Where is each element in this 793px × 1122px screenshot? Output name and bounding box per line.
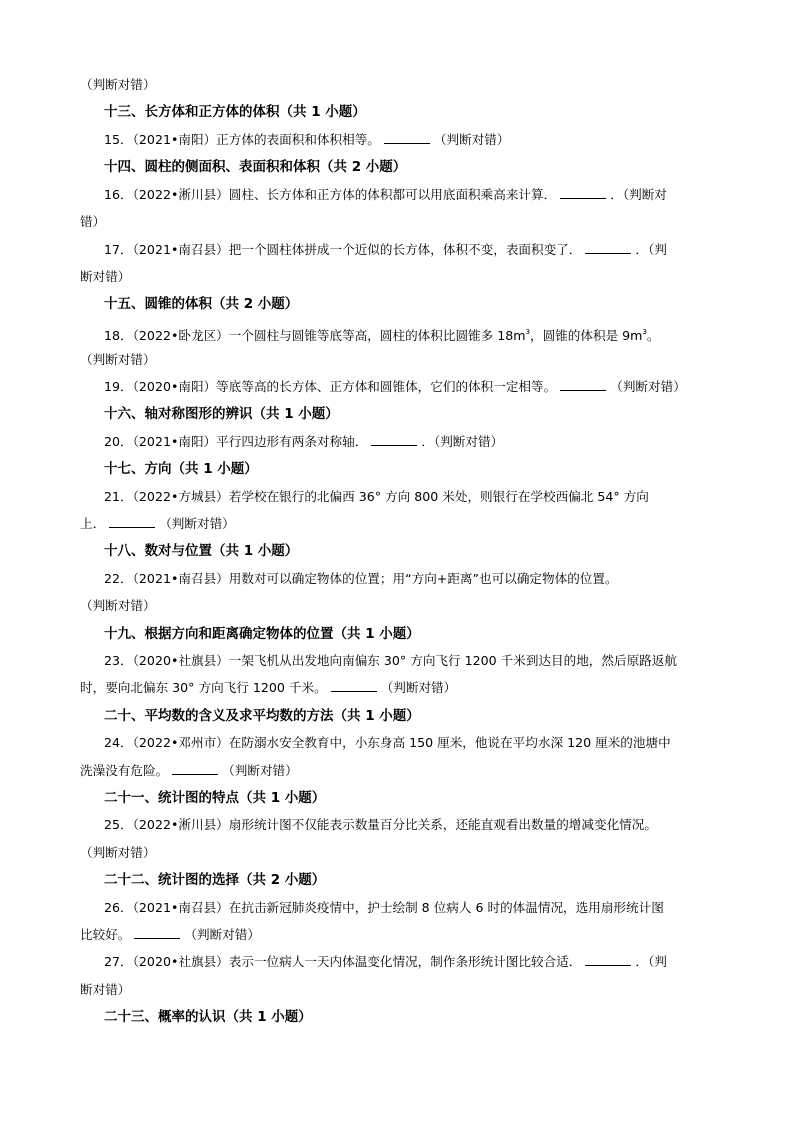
answer-blank[interactable]: [384, 130, 430, 144]
text-line: 断对错）: [80, 982, 131, 997]
question-text: 时，要向北偏东 30° 方向飞行 1200 千米。: [80, 680, 327, 695]
question-17: [104, 240, 667, 260]
question-text: 比较好。: [80, 927, 131, 942]
answer-blank[interactable]: [585, 240, 631, 254]
question-27: [104, 952, 667, 972]
section-heading: 十四、圆柱的侧面积、表面积和体积（共 2 小题）: [104, 159, 407, 175]
answer-blank[interactable]: [109, 514, 155, 528]
question-26-continued: [80, 925, 260, 945]
question-23-continued: [80, 678, 456, 698]
question-18: [104, 322, 660, 342]
section-heading: 十九、根据方向和距离确定物体的位置（共 1 小题）: [104, 626, 420, 642]
superscript: 3: [525, 328, 530, 336]
question-text: 18．（2022•卧龙区）一个圆柱与圆锥等底等高，圆柱的体积比圆锥多 18m: [104, 328, 526, 343]
question-22: 22．（2021•南召县）用数对可以确定物体的位置；用“方向+距离”也可以确定物体的位置。: [104, 571, 618, 586]
question-suffix: ．（判断对错）: [421, 434, 504, 449]
section-heading: 十三、长方体和正方体的体积（共 1 小题）: [104, 104, 366, 120]
question-suffix: （判断对错）: [380, 680, 457, 695]
question-25: 25．（2022•淅川县）扇形统计图不仅能表示数量百分比关系，还能直观看出数量的增减变化情况。: [104, 817, 657, 832]
text-line: 断对错）: [80, 269, 131, 284]
question-24: 24．（2022•邓州市）在防溺水安全教育中，小东身高 150 厘米，他说在平均水深 120 厘米的池塘中: [104, 735, 671, 750]
answer-blank[interactable]: [585, 952, 631, 966]
question-text: 。: [646, 328, 660, 343]
question-text: 19．（2020•南阳）等底等高的长方体、正方体和圆锥体，它们的体积一定相等。: [104, 379, 557, 394]
question-16: [104, 185, 667, 205]
question-text: 16．（2022•淅川县）圆柱、长方体和正方体的体积都可以用底面积乘高来计算．: [104, 187, 557, 202]
superscript: 3: [642, 328, 647, 336]
question-20: [104, 432, 503, 452]
question-text: 17．（2021•南召县）把一个圆柱体拼成一个近似的长方体，体积不变，表面积变了．: [104, 242, 582, 257]
question-suffix: ．（判断对: [610, 187, 667, 202]
question-26: 26．（2021•南召县）在抗击新冠肺炎疫情中，护士绘制 8 位病人 6 时的体温情况，选用扇形统计图: [104, 900, 664, 915]
question-text: 20．（2021•南阳）平行四边形有两条对称轴．: [104, 434, 368, 449]
question-19: [104, 377, 686, 397]
section-heading: 二十、平均数的含义及求平均数的方法（共 1 小题）: [104, 708, 420, 724]
section-heading: 十五、圆锥的体积（共 2 小题）: [104, 296, 299, 312]
text-line: （判断对错）: [80, 352, 156, 367]
section-heading: 二十三、概率的认识（共 1 小题）: [104, 1009, 312, 1025]
question-suffix: （判断对错）: [159, 516, 235, 531]
answer-blank[interactable]: [371, 432, 417, 446]
text-line: （判断对错）: [80, 845, 156, 860]
question-text: ，圆锥的体积是 9m: [530, 328, 643, 343]
question-suffix: ．（判: [635, 954, 667, 969]
text-line: （判断对错）: [80, 77, 156, 92]
answer-blank[interactable]: [331, 678, 377, 692]
section-heading: 十七、方向（共 1 小题）: [104, 461, 258, 477]
text-line: （判断对错）: [80, 598, 156, 613]
question-text: 27．（2020•社旗县）表示一位病人一天内体温变化情况，制作条形统计图比较合适．: [104, 954, 582, 969]
section-heading: 十八、数对与位置（共 1 小题）: [104, 543, 299, 559]
section-heading: 二十二、统计图的选择（共 2 小题）: [104, 872, 326, 888]
answer-blank[interactable]: [560, 377, 606, 391]
question-15: [104, 130, 509, 150]
question-21-continued: [80, 514, 235, 534]
question-23: 23．（2020•社旗县）一架飞机从出发地向南偏东 30° 方向飞行 1200 千米到达目的地，然后原路返航: [104, 653, 677, 668]
section-heading: 二十一、统计图的特点（共 1 小题）: [104, 790, 326, 806]
question-suffix: （判断对错）: [433, 132, 510, 147]
question-suffix: （判断对错）: [610, 379, 686, 394]
question-21: 21．（2022•方城县）若学校在银行的北偏西 36° 方向 800 米处，则银行在学校西偏北 54° 方向: [104, 489, 649, 504]
question-suffix: ．（判: [635, 242, 667, 257]
text-line: 错）: [80, 214, 106, 229]
section-heading: 十六、轴对称图形的辨识（共 1 小题）: [104, 406, 339, 422]
answer-blank[interactable]: [134, 925, 180, 939]
question-text: 洗澡没有危险。: [80, 763, 169, 778]
question-24-continued: [80, 761, 298, 781]
question-suffix: （判断对错）: [184, 927, 260, 942]
answer-blank[interactable]: [560, 185, 606, 199]
question-text: 15．（2021•南阳）正方体的表面积和体积相等。: [104, 132, 380, 147]
question-suffix: （判断对错）: [222, 763, 298, 778]
answer-blank[interactable]: [172, 761, 218, 775]
question-text: 上．: [80, 516, 106, 531]
